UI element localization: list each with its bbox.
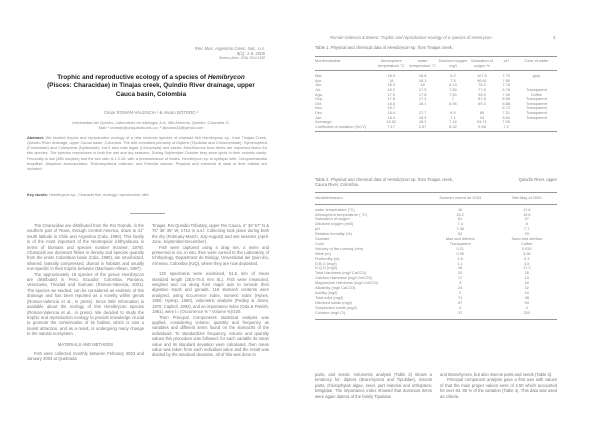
table-cell: 93.71: [477, 119, 487, 125]
table-cell: 87.8: [478, 96, 486, 102]
table-cell: 77.8: [478, 86, 486, 92]
caption-line-2: Cauca River, Colombia.: [315, 182, 359, 188]
table-cell: 0.21: [456, 245, 464, 251]
table-cell: 107.5: [477, 73, 487, 79]
table-cell: 71: [458, 294, 463, 300]
left-column-2: [152, 223, 269, 358]
journal-place: Buenos Aires, ISSN 1514-5158: [219, 56, 265, 61]
table-cell: 8.2: [450, 73, 456, 79]
table-cell: 18.8: [387, 100, 396, 106]
affiliation-line-1: Universidad del Quindío, Laboratorio de Ictiología, A.A. 460 Armenia, Quindío, Colombia. E-: [71, 120, 231, 125]
table-cell: 17.7: [418, 109, 427, 115]
table-cell: 94: [479, 114, 485, 120]
table-cell: Transparent: [449, 240, 471, 246]
table-cell: 18.5: [418, 114, 427, 120]
row-label: Jan.: [315, 114, 323, 120]
row-label: Relative humidity (%): [315, 231, 352, 237]
table-cell: 20: [458, 270, 463, 276]
right-column-1: parts, and seeds. Volumetric analysis (Table 3) shows a tendency for: diptera (Branchycera and Tipulidae), insects parts, chlorophytas algae, seed, part material and orthoptera: tetrigidae. The importance index showed that dominant items were again diptera of the family Tipulidae: [315, 372, 432, 399]
table2-row: [315, 311, 557, 319]
table-cell: 4: [459, 304, 462, 310]
authors: César ROMÁN-VALENCIA ¹ & Alvaro BOTERO ²: [103, 110, 199, 115]
table-cell: 16: [458, 206, 463, 212]
row-label: Color: [315, 240, 325, 246]
row-label: Acidity (mg/l): [315, 290, 338, 295]
table1-header: pH: [503, 58, 509, 63]
table-cell: 26: [524, 270, 529, 276]
row-label: Chlorine (mg/l Cl): [315, 309, 346, 315]
table-cell: 6.72: [502, 105, 510, 111]
table-cell: 42: [524, 285, 529, 291]
table2-header: Wet May of 2003: [512, 195, 542, 200]
table-cell: 6.56: [502, 96, 510, 102]
table1-row: [315, 71, 557, 79]
table1-row: [315, 125, 557, 132]
table-cell: 1.1: [457, 260, 463, 266]
table-cell: 6.94: [502, 114, 510, 120]
table-cell: 2: [459, 290, 462, 295]
row-label: Jul.: [315, 86, 322, 92]
caption-text: sp. from Tinajas creek,: [409, 177, 454, 182]
paragraph: The Characidae are distributed from the Rio Grande, in the southern part of Texas, through Central America, down to 41° south latitude in Chile and Argentina (Cala, 1990). This family is of the most important of the Neotropical ichthyofauna in terms of biomass and species number (Kramer, 1978). Characids are dominant fishes in density and species quantity from the entire Colombian basin (Cala, 1990), are small-sized, silvered, laterally compressed, diurnal in habitats and usually non-specific in their trophic behavior (Machado-Allison, 1987).: [27, 223, 144, 272]
table1-header: Atmosphere temperature °C: [378, 58, 405, 68]
affiliation: [40, 120, 262, 131]
table-cell: Transparent: [525, 96, 547, 102]
table-cell: 7: [451, 96, 454, 102]
table-cell: 28: [458, 265, 463, 271]
paragraph: Principal component analysis gave a first axis with values of that the main proper values were of 2.50 which accounted for over 83. 85 % of the variation (Table 4). This data was used as criteria: [440, 377, 557, 399]
table-cell: 7.85: [502, 77, 510, 83]
table-cell: 18.4: [387, 109, 396, 115]
table-cell: Sand and detritus: [511, 236, 542, 242]
row-label: Saturation of oxigen: [315, 216, 350, 222]
table-cell: 18.3: [387, 82, 396, 88]
table-cell: 7.53: [449, 91, 457, 97]
table-cell: 200: [523, 309, 530, 315]
row-label: Disolved oxygen (ml/l): [315, 221, 354, 227]
journal-name: Rev. Mus. Argentino Cienc. Nat., n.s.: [194, 46, 265, 51]
table-cell: 94: [524, 299, 529, 305]
table-cell: 98: [524, 294, 529, 300]
table-cell: 7.75: [502, 73, 510, 79]
row-label: Apr.: [315, 77, 322, 83]
table-cell: 7.17: [387, 123, 396, 129]
left-column-1: [27, 223, 144, 362]
table-cell: 89.3: [478, 100, 486, 106]
table-1: [315, 56, 557, 132]
table-cell: 6.9: [450, 109, 456, 115]
table-cell: 89: [479, 109, 485, 115]
table-cell: 10: [524, 290, 529, 295]
table-cell: 7.7: [524, 226, 530, 232]
table-cell: 7.4: [457, 221, 463, 227]
caption-text: sp. from Tinajas creek.: [409, 45, 454, 50]
table1-header: Color of water: [524, 58, 549, 63]
table-cell: 18.52: [386, 119, 397, 125]
table-cell: 0.3: [524, 255, 530, 261]
table1-caption: [315, 45, 565, 50]
journal-volume: 8(1): 1-8, 2006: [236, 51, 265, 57]
table-cell: 7.06: [502, 91, 510, 97]
table-cell: Transparent: [525, 86, 547, 92]
row-label: Total Hardness (mg/l CaCO3): [315, 270, 367, 276]
table-cell: 3.06: [522, 250, 531, 256]
abstract-label: Abstract:: [27, 135, 45, 140]
table-cell: 17.8: [418, 91, 427, 97]
table-cell: [516, 125, 557, 132]
right-column-2: [440, 372, 557, 399]
table-cell: 17.3: [418, 96, 427, 102]
caption-text: Table 1. Physical and chemical data of: [315, 45, 388, 50]
table1-header: Saturation of oxigen %: [470, 58, 493, 68]
table2-caption: [315, 177, 565, 188]
table-cell: 96.61: [477, 77, 487, 83]
running-head: Román-Valencia & Botero: Trophic and reproductive ecology of a species of Hemirycon: [330, 35, 492, 40]
table-cell: 17.9: [387, 91, 396, 97]
affiliation-line-2: Mail: ¹ croman@uniquindio.edu.co; ² alboiaro33@yahoo.com: [98, 125, 204, 131]
table-cell: 92: [458, 231, 463, 237]
table-cell: 0.6: [457, 255, 463, 261]
row-label: Atmosphere temperature ( °C): [315, 211, 368, 217]
row-label: Jun.: [315, 82, 323, 88]
table-cell: 2.95: [456, 250, 464, 256]
table-cell: 19.6: [522, 211, 531, 217]
title-text-rest: (Pisces: Characidae) in Tinajas creek, Quindío River drainage, upper Cauca basin, Colombia: [47, 82, 255, 98]
title-text: Trophic and reproductive ecology of a species of: [57, 74, 208, 81]
caption-text: Quindío River, upper: [518, 177, 557, 182]
table-cell: 97: [524, 216, 529, 222]
article-title: [40, 74, 262, 99]
table-cell: 7.09: [502, 119, 510, 125]
paragraph: Fish were collected monthly between February 2003 and January 2004 at Quebrada: [27, 350, 144, 362]
table-cell: 7.18: [449, 119, 457, 125]
paragraph: 120 specimens were examined, 51.5 mm of mean standard length (25.5-75.5 mm SL). Fish were measured, weighed and cut along their major axis to remode their digestive tracts and gonads. 116 stomach contents were analyzed, using occurrence index, numeric index (Hynes, 1950; Hyslop, 1980), volumetric analysis (Pedley & Jones, 1978; Capitoli, 1992), and an importance index (Oda & Parrish, 1981), were I= (Occurrence % * Volume %)/100.: [152, 271, 269, 315]
row-label: pH: [315, 226, 320, 232]
table-cell: 7.5: [450, 77, 456, 83]
keywords: [27, 192, 267, 197]
table-cell: 18.2: [387, 86, 396, 92]
row-label: Alkalinity (mg/l CaCO3): [315, 285, 356, 291]
table-cell: 6.76: [502, 86, 510, 92]
table-cell: 0.033: [521, 245, 532, 251]
table-cell: 18.1: [418, 77, 427, 83]
table-cell: 7.1: [450, 114, 456, 120]
table-cell: 17: [458, 275, 463, 281]
table1-header: Disolved oxygen mg/l: [438, 58, 468, 68]
caption-text: Table 2. Physical and chemical data of: [315, 177, 388, 182]
row-label: D.B.O (mg/l): [315, 260, 337, 266]
table-cell: 7.31: [502, 109, 510, 115]
section-heading-methods: MATERIALS AND METHODS: [57, 341, 114, 347]
abstract-text: We studied trophic and reproductive ecology of a new endemic species of characid fish Hemibrycon sp., from Tinajas Creek, Quindío River drainage, upper Cauca basin, Colombia. The diet consisted primarily of Diptera (Tipulidae and Chironomidae), Hymenoptera (Formicidae) and Coleoptera (Dytiscidae), but it also eats algae (Clorophyta) and seeds. Allochtonous food items are important factor for this species. The species reproduces in both the wet and dry seasons. During September-October they store lipids in their celomic cavity. Fecundity is low (485 oocytes) and the sex ratio is 1:2.28, with a predominance of males. Hemibrycon sp. is syntopic with: Cetopsorhamdia boquillae, Astyanax aurocaudatus, Trichomycterus caliense, and Poecilia caucae. Physical and chemical of data of their habitat are included.: [27, 135, 267, 171]
table-cell: 7.78: [502, 82, 510, 88]
table-cell: 78.2: [478, 82, 486, 88]
table-cell: 8.32: [449, 123, 457, 129]
table-cell: 15.2: [456, 211, 464, 217]
caption-genus: Hemibrycon: [387, 177, 410, 182]
abstract: [27, 135, 267, 171]
journal-citation: [195, 46, 265, 62]
table-cell: 3: [459, 280, 462, 286]
title-genus: Hemibrycon: [207, 74, 245, 81]
table-cell: 18.4: [387, 114, 396, 120]
table-cell: 10: [524, 275, 529, 281]
row-label: Wide (m): [315, 250, 331, 256]
table-cell: 17.8: [387, 96, 396, 102]
row-label: Total solid (mg/l): [315, 294, 344, 300]
paragraph: Then Principal Components statistical analysis was applied, considering volume, quantity and frequency as variables and different items found on the stomachs of the individuals. To standardizer frequency, volume and quantity values this procedure was followed: for each variable its mean value and its standard deviation were calculated, then mean value was taken from each individual value and the result was divided by the standard deviation, all of this was done to: [152, 314, 269, 358]
table-cell: 3.8: [524, 260, 530, 266]
table-cell: 18.9: [387, 73, 396, 79]
table-cell: Transparent: [525, 105, 547, 111]
keywords-text: Hemibrycon sp., Characid fish, ecology, reproduction, diet.: [49, 192, 150, 197]
table-cell: 98.9: [478, 91, 486, 97]
paragraph: The approximately 18 species of the genus Hemibrycon are distributed in Peru, Ecuador, Colombia, Panama, Venezuela, Trinidad and Surinam (Roman-Valencia, 2001). The species we studied, can be considered as endemic of this drainage and has been reported as a novelty within genus (Roman-Valencia et al., in press). Since little information is available about the ecology of this Hemibrycon species (Roman-Valencia et al., in press). We decided to study the trophic and reproduction ecology to provide knowledge crucial to promote the conservation of its habitat, which is now a tourist attraction, and as a result, is undergoing many change to the natural ecosystem.: [27, 271, 144, 337]
table-cell: 16: [524, 280, 529, 286]
table-cell: 6.88: [502, 100, 510, 106]
keywords-label: Key words:: [27, 192, 48, 197]
row-label: D.Q.O (mg/l): [315, 265, 338, 271]
table-cell: 18: [420, 82, 425, 88]
table-cell: gray: [532, 73, 541, 79]
row-label: Calcium Hardness (mg/l CaCO3): [315, 275, 372, 281]
table-cell: 9.98: [478, 123, 486, 129]
caption-genus: Hemibrycon: [387, 45, 410, 50]
table1-header: water temperature °C: [409, 58, 436, 68]
row-label: Suspended solids (mg/l): [315, 304, 357, 310]
paragraph: Tinajas, Rio Quindio Tributary, upper Rio Cauca, 4° 36' 57" N & 75° 36' 35" W, 1712 m a.s.l. Collecting took place during both the dry (February-March, July-August) and wet seasons (April-June, September-December).: [152, 223, 269, 245]
row-label: Dec.: [315, 109, 323, 115]
row-label: Sep.: [315, 96, 324, 102]
table-cell: 19.7: [387, 105, 396, 111]
row-label: Magnesium Hardness (mg/l CaCO3): [315, 280, 378, 286]
table-cell: Transparent: [525, 114, 547, 120]
table-cell: 37: [458, 309, 463, 315]
paragraph: and Branchycera, but also insects parts and seeds (Table 3).: [440, 372, 553, 377]
table-cell: 6.13: [449, 82, 457, 88]
page-number: 3: [553, 35, 556, 40]
row-label: Profundity (m): [315, 255, 340, 261]
row-label: Mar.: [315, 73, 323, 79]
table-cell: 81: [458, 216, 463, 222]
table-cell: 18.1: [418, 100, 427, 106]
table-cell: 93: [524, 231, 529, 237]
row-label: Coefficient of variation (%CV): [315, 123, 366, 129]
table-2: [315, 192, 557, 320]
row-label: Ago.: [315, 91, 324, 97]
table-cell: Mud and detritus: [445, 236, 475, 242]
table-cell: Transparent: [525, 100, 547, 106]
table1-header: Month/variable: [315, 58, 341, 63]
row-label: Velocity of the running (m/s): [315, 245, 364, 251]
table-cell: 7.36: [456, 226, 464, 232]
table-cell: 8: [525, 221, 528, 227]
section-divider: [130, 213, 165, 214]
table-cell: 6.96: [449, 100, 457, 106]
table-cell: 18: [389, 77, 394, 83]
table-cell: 4: [525, 304, 528, 310]
table-cell: 17.6: [522, 206, 531, 212]
row-label: Averange: [315, 119, 332, 125]
table-cell: 17.2: [522, 265, 531, 271]
table-cell: 24: [458, 285, 463, 291]
table-cell: 7.85: [449, 86, 457, 92]
table-cell: 67: [458, 299, 463, 305]
table2-header: Variable/season: [315, 195, 343, 200]
row-label: Nov.: [315, 105, 323, 111]
table-cell: Coffee: [530, 91, 543, 97]
table-cell: 18.8: [418, 73, 427, 79]
right-page: [300, 0, 600, 434]
table-cell: 17.5: [418, 86, 427, 92]
table-cell: 7.2: [503, 123, 509, 129]
table-cell: 2.57: [418, 123, 427, 129]
table-cell: Transparent: [525, 109, 547, 115]
row-label: Oct.: [315, 100, 323, 106]
paragraph: Fish were captured using a drag net, a seine and preserved in ice, in situ; then were carried to the Laboratory of Ichthyology, Department de Biology, Universidad del Quin-dío, Armenia, Colombia (IUQ), where they are now deposited.: [152, 244, 269, 266]
row-label: Disolved solids (mg/l): [315, 299, 352, 305]
row-label: Sustrate: [315, 236, 330, 242]
table2-header: Summer march de 2003: [439, 195, 482, 200]
table-cell: 18.2: [418, 119, 427, 125]
row-label: water temperature (°C): [315, 206, 355, 212]
table-cell: Coffee: [521, 240, 533, 246]
